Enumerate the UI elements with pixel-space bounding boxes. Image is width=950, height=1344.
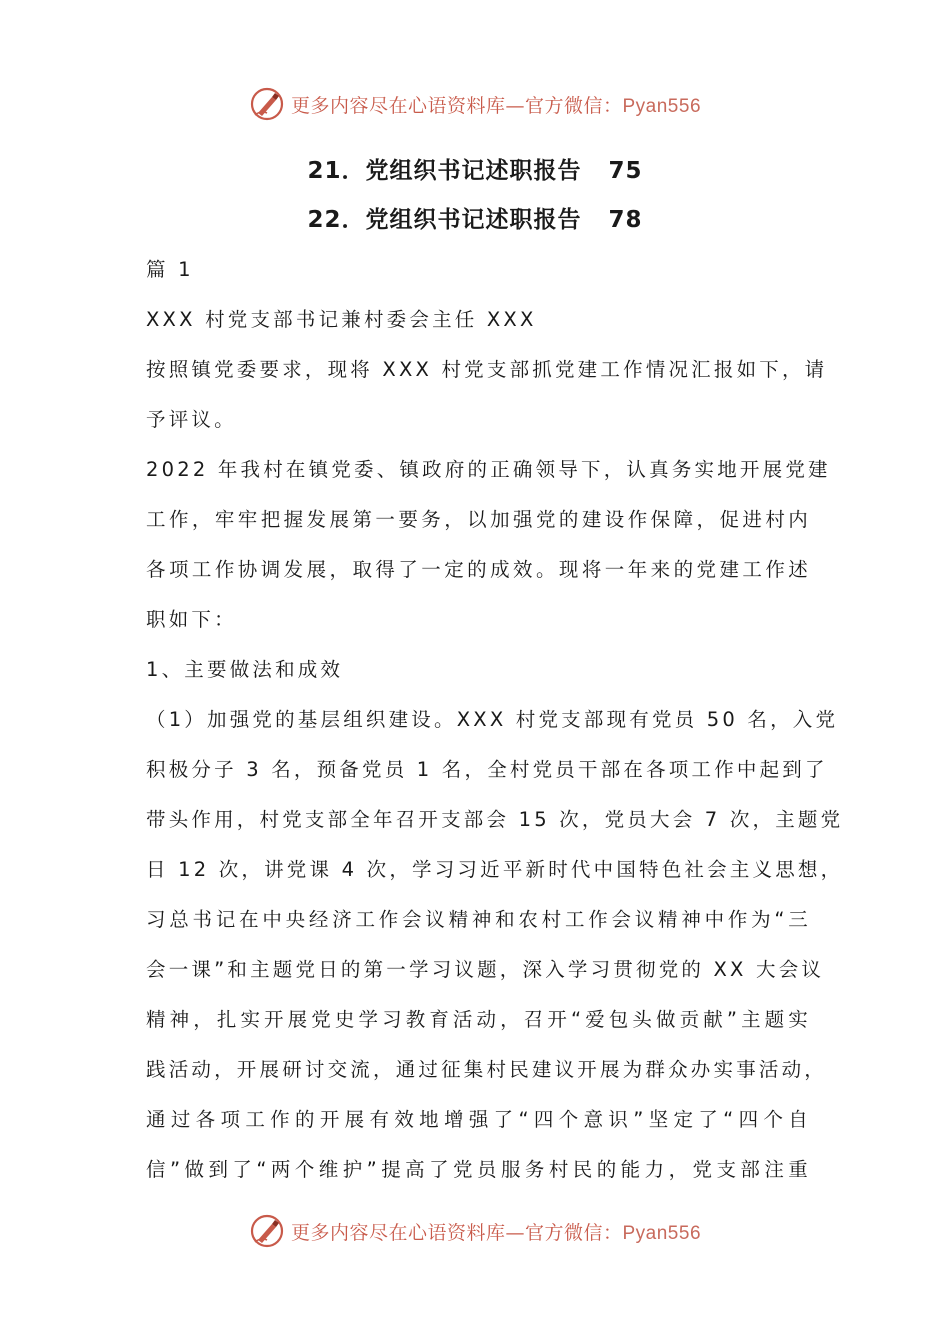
toc-label: 22．党组织书记述职报告: [307, 207, 582, 233]
report-body: [146, 250, 844, 1200]
toc-page-number: 78: [608, 207, 643, 233]
body-line: 予评议。: [146, 408, 237, 431]
watermark-banner-bottom: [0, 1211, 950, 1251]
section-heading: 篇 1: [146, 258, 194, 281]
body-line: 各项工作协调发展，取得了一定的成效。现将一年来的党建工作述: [146, 558, 811, 581]
body-line: 习总书记在中央经济工作会议精神和农村工作会议精神中作为“三: [146, 908, 811, 931]
watermark-text: 更多内容尽在心语资料库—官方微信：Pyan556: [290, 94, 702, 117]
body-line: 积极分子 3 名，预备党员 1 名，全村党员干部在各项工作中起到了: [146, 758, 828, 781]
toc-label: 21．党组织书记述职报告: [307, 158, 582, 184]
watermark-banner-top: [0, 84, 950, 124]
pen-logo-icon: [249, 1213, 285, 1249]
body-line: 2022 年我村在镇党委、镇政府的正确领导下，认真务实地开展党建: [146, 458, 831, 481]
body-line: 践活动，开展研讨交流，通过征集村民建议开展为群众办实事活动，: [146, 1058, 828, 1081]
author-line: XXX 村党支部书记兼村委会主任 XXX: [146, 308, 537, 331]
watermark-handle: Pyan556: [622, 95, 702, 117]
body-line: 信”做到了“两个维护”提高了党员服务村民的能力，党支部注重: [146, 1158, 811, 1181]
body-line: 日 12 次，讲党课 4 次，学习习近平新时代中国特色社会主义思想，: [146, 858, 844, 881]
watermark-handle: Pyan556: [622, 1222, 702, 1244]
body-line: 精神，扎实开展党史学习教育活动，召开“爱包头做贡献”主题实: [146, 1008, 811, 1031]
body-line: 会一课”和主题党日的第一学习议题，深入学习贯彻党的 XX 大会议: [146, 958, 825, 981]
toc-entry-22: [0, 201, 950, 234]
pen-logo-icon: [249, 86, 285, 122]
body-line: 带头作用，村党支部全年召开支部会 15 次，党员大会 7 次，主题党: [146, 808, 844, 831]
body-line: 通过各项工作的开展有效地增强了“四个意识”坚定了“四个自: [146, 1108, 811, 1131]
body-line: 工作，牢牢把握发展第一要务，以加强党的建设作保障，促进村内: [146, 508, 811, 531]
watermark-text: 更多内容尽在心语资料库—官方微信：Pyan556: [290, 1221, 702, 1244]
body-line: （1）加强党的基层组织建设。XXX 村党支部现有党员 50 名，入党: [146, 708, 839, 731]
toc-page-number: 75: [608, 158, 643, 184]
body-line: 按照镇党委要求，现将 XXX 村党支部抓党建工作情况汇报如下，请: [146, 358, 828, 381]
body-line: 职如下：: [146, 608, 237, 631]
subheading: 1、主要做法和成效: [146, 658, 344, 681]
toc-entry-21: [0, 152, 950, 185]
